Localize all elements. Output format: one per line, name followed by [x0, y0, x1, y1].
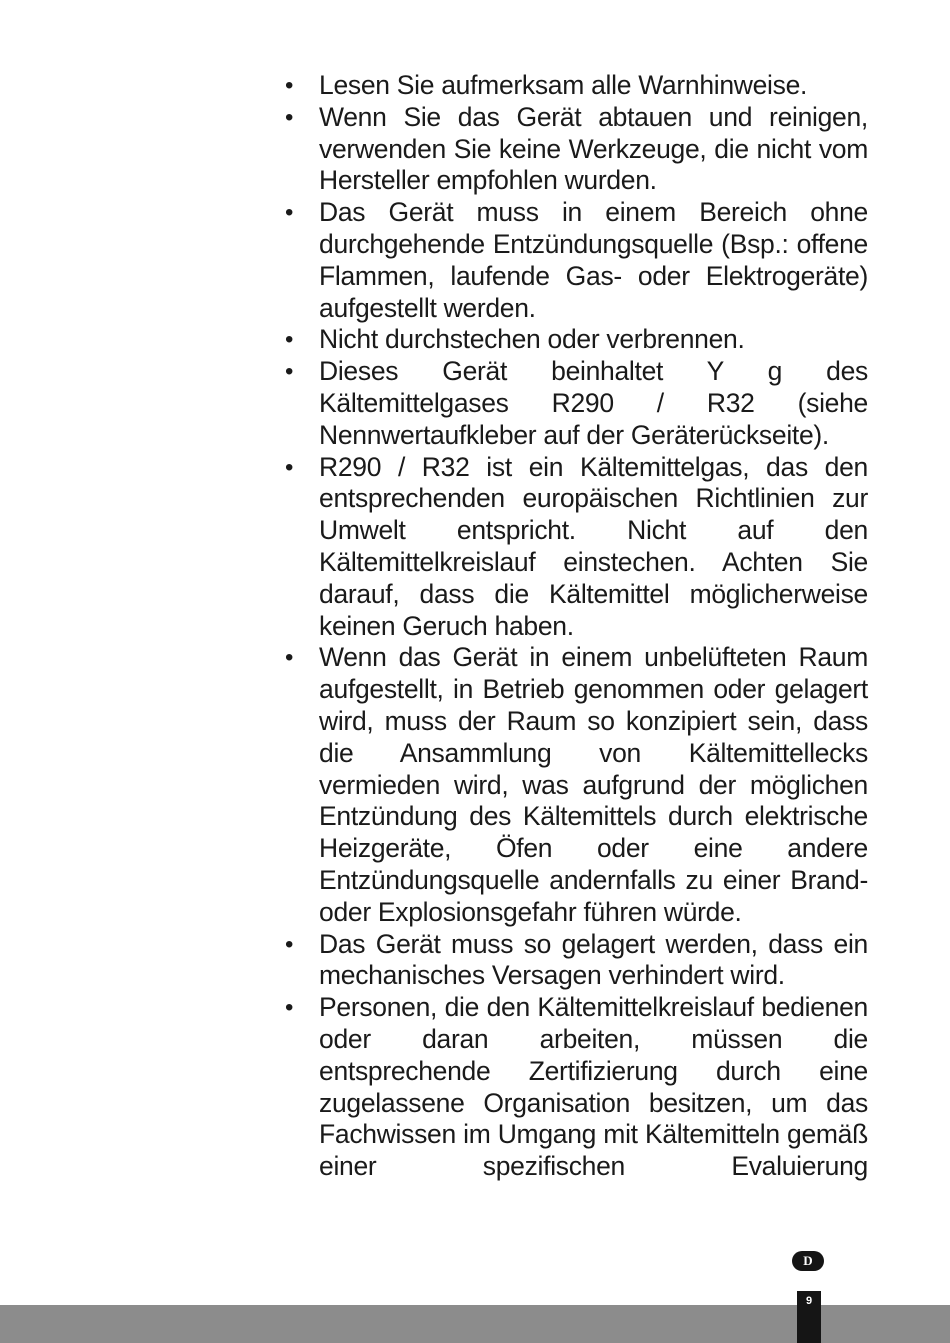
warning-list: [283, 70, 868, 1183]
bullet-icon: •: [285, 930, 294, 958]
warning-item: [283, 642, 868, 928]
bullet-icon: •: [285, 644, 294, 672]
warning-text: Nicht durchstechen oder verbrennen.: [319, 324, 745, 355]
warning-item: [283, 452, 868, 643]
warning-text: Das Gerät muss so gelagert werden, dass ein mechanisches Versagen verhindert wird.: [319, 928, 868, 991]
warning-item: [283, 992, 868, 1183]
warning-item: [283, 324, 868, 356]
warning-text: Lesen Sie aufmerksam alle Warnhinweise.: [319, 70, 808, 100]
warnings-section: [283, 70, 868, 1183]
bullet-icon: •: [285, 994, 294, 1022]
warning-item: [283, 197, 868, 324]
bullet-icon: •: [285, 199, 294, 227]
bullet-icon: •: [285, 326, 294, 354]
bullet-icon: •: [285, 103, 294, 131]
warning-text: Das Gerät muss in einem Bereich ohne durchgehende Entzündungsquelle (Bsp.: offene Flammen, laufende Gas- oder Elektrogeräte) aufgestellt werden.: [319, 197, 868, 323]
bullet-icon: •: [285, 453, 294, 481]
warning-text: R290 / R32 ist ein Kältemittelgas, das den entsprechenden europäischen Richtlinien zur Umwelt entspricht. Nicht auf den Kältemittelkreislauf einstechen. Achten Sie darauf, dass die Kältemittel möglicherweise keinen Geruch haben.: [319, 451, 868, 641]
warning-item: [283, 102, 868, 197]
language-badge: D: [792, 1251, 824, 1271]
warning-item: [283, 70, 868, 102]
page-number: 9: [797, 1291, 821, 1343]
warning-text: Dieses Gerät beinhaltet Y g des Kältemittelgases R290 / R32 (siehe Nennwertaufkleber auf der Geräterückseite).: [319, 356, 868, 450]
warning-text: Personen, die den Kältemittelkreislauf bedienen oder daran arbeiten, müssen die entsprechende Zertifizierung durch eine zugelassene Organisation besitzen, um das Fachwissen im Umgang mit Kältemitteln gemäß einer spezifischen Evaluierung: [319, 992, 868, 1182]
warning-item: [283, 929, 868, 993]
warning-item: [283, 356, 868, 451]
warning-text: Wenn Sie das Gerät abtauen und reinigen, verwenden Sie keine Werkzeuge, die nicht vom Hersteller empfohlen wurden.: [319, 101, 868, 196]
bullet-icon: •: [285, 72, 294, 99]
bullet-icon: •: [285, 358, 294, 386]
warning-text: Wenn das Gerät in einem unbelüfteten Raum aufgestellt, in Betrieb genommen oder gelagert wird, muss der Raum so konzipiert sein, dass die Ansammlung von Kältemittellecks vermieden wird, was aufgrund der möglichen Entzündung des Kältemittels durch elektrische Heizgeräte, Öfen oder eine andere Entzündungsquelle andernfalls zu einer Brand- oder Explosionsgefahr führen würde.: [319, 642, 868, 927]
